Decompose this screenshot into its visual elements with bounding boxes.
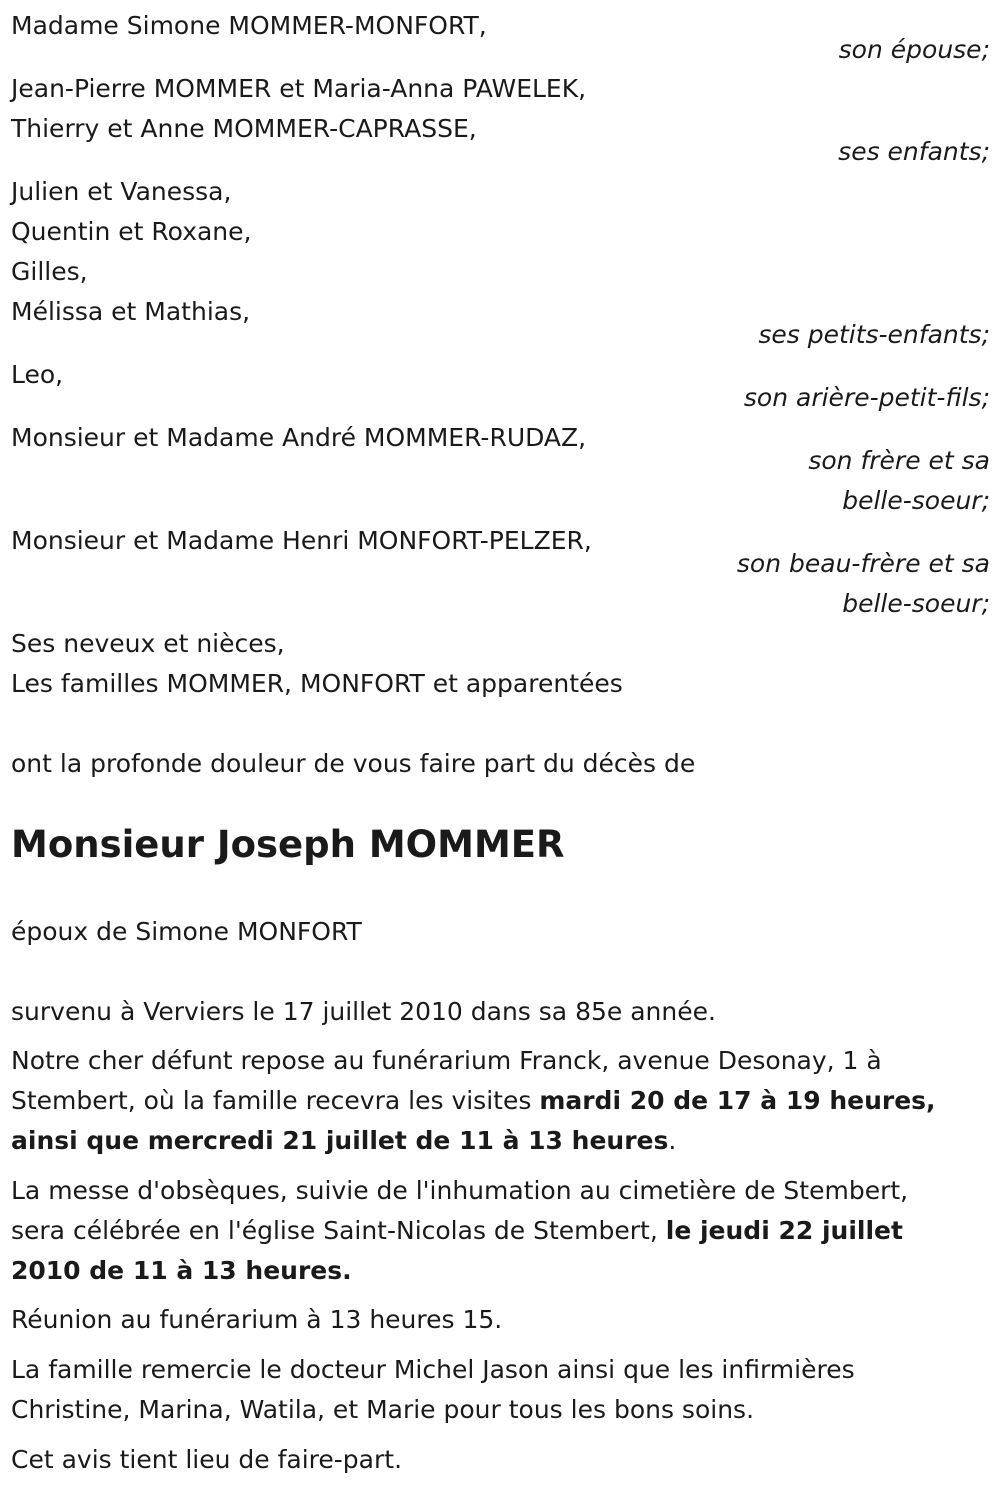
funeral-line-1: La messe d'obsèques, suivie de l'inhumation au cimetière de Stembert, xyxy=(11,1176,909,1205)
role-brother-in-law-2: belle-soeur; xyxy=(842,589,990,618)
family-line-brother-in-law: Monsieur et Madame Henri MONFORT-PELZER, xyxy=(11,526,592,555)
visitation-text: Stembert, où la famille recevra les visites xyxy=(11,1086,540,1115)
family-line-grandchild-2: Quentin et Roxane, xyxy=(11,217,252,246)
family-line-spouse: Madame Simone MOMMER-MONFORT, xyxy=(11,11,487,40)
role-brother-in-law-1: son beau-frère et sa xyxy=(736,549,990,578)
role-brother-2: belle-soeur; xyxy=(842,486,990,515)
role-grandchildren: ses petits-enfants; xyxy=(758,320,990,349)
funeral-date-2: 2010 de 11 à 13 heures. xyxy=(11,1256,352,1285)
role-great-grandchild: son arière-petit-fils; xyxy=(743,383,990,412)
family-line-great-grandchild: Leo, xyxy=(11,360,64,389)
visitation-line-1: Notre cher défunt repose au funérarium Franck, avenue Desonay, 1 à xyxy=(11,1046,882,1075)
spouse-line: époux de Simone MONFORT xyxy=(11,917,362,946)
funeral-line-3 xyxy=(11,1251,352,1291)
role-brother-1: son frère et sa xyxy=(808,446,990,475)
family-line-grandchild-4: Mélissa et Mathias, xyxy=(11,297,251,326)
family-line-grandchild-1: Julien et Vanessa, xyxy=(11,177,232,206)
announcement-text: ont la profonde douleur de vous faire part du décès de xyxy=(11,749,696,778)
visitation-line-3 xyxy=(11,1121,676,1161)
role-children: ses enfants; xyxy=(838,137,990,166)
thanks-line-2: Christine, Marina, Watila, et Marie pour tous les bons soins. xyxy=(11,1395,755,1424)
family-line-child-1: Jean-Pierre MOMMER et Maria-Anna PAWELEK, xyxy=(11,74,587,103)
visitation-end: . xyxy=(668,1126,677,1155)
visitation-date-2: ainsi que mercredi 21 juillet de 11 à 13 heures xyxy=(11,1126,669,1155)
visitation-line-2 xyxy=(11,1081,936,1121)
reunion-line: Réunion au funérarium à 13 heures 15. xyxy=(11,1305,503,1334)
funeral-date-1: le jeudi 22 juillet xyxy=(665,1216,903,1245)
family-line-families: Les familles MOMMER, MONFORT et apparentées xyxy=(11,669,623,698)
funeral-text: sera célébrée en l'église Saint-Nicolas de Stembert, xyxy=(11,1216,666,1245)
closing-line: Cet avis tient lieu de faire-part. xyxy=(11,1445,403,1474)
family-line-grandchild-3: Gilles, xyxy=(11,257,88,286)
funeral-line-2 xyxy=(11,1211,903,1251)
death-details: survenu à Verviers le 17 juillet 2010 dans sa 85e année. xyxy=(11,997,716,1026)
role-spouse: son épouse; xyxy=(838,35,990,64)
deceased-name: Monsieur Joseph MOMMER xyxy=(11,823,565,866)
family-line-child-2: Thierry et Anne MOMMER-CAPRASSE, xyxy=(11,114,477,143)
visitation-date-1: mardi 20 de 17 à 19 heures, xyxy=(539,1086,936,1115)
thanks-line-1: La famille remercie le docteur Michel Jason ainsi que les infirmières xyxy=(11,1355,855,1384)
family-line-brother: Monsieur et Madame André MOMMER-RUDAZ, xyxy=(11,423,587,452)
family-line-nephews: Ses neveux et nièces, xyxy=(11,629,285,658)
